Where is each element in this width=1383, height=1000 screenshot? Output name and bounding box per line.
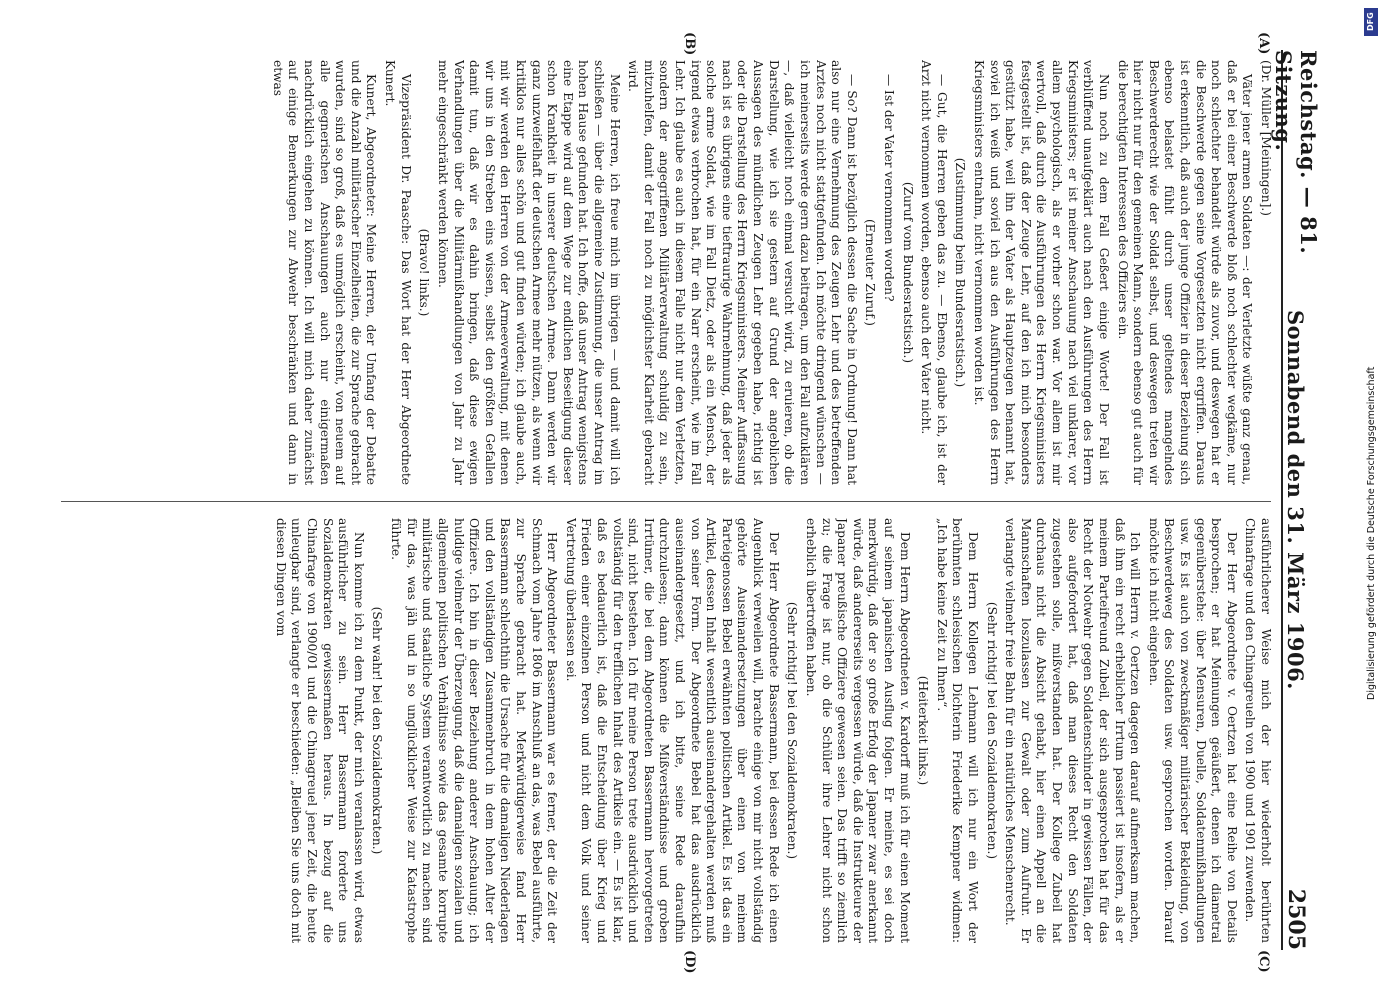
page-header — [1271, 50, 1321, 950]
rotated-page — [34, 30, 1321, 974]
paragraph: — Gut, die Herren geben das zu. — Ebenso, glaube ich, ist der Arzt nicht vernommen worden, ebenso auch der Vater nicht. — [919, 60, 949, 485]
paragraph: Der Herr Abgeordnete Bassermann, bei dessen Rede ich einen Augenblick verweilen will, brachte einige von mir nicht vollständig gehörte Auseinandersetzungen über einen von meinem Parteigenossen Bebel erwähnten politischen Artikel. Es ist das ein Artikel, dessen Inhalt wesentlich auseinandergehalten werden muß von seiner Form. Der Abgeordnete Bebel hat das ausdrücklich auseinandergesetzt, und ich bitte, seine Rede daraufhin durchzulesen; dann können die Mißverständnisse und groben Irrtümer, die bei dem Abgeordneten Bassermann hervorgetreten sind, nicht bestehen. Ich für meine Person trete ausdrücklich und vollständig für den trefflichen Inhalt des Artikels ein. — Es ist klar, daß es bedauerlich ist, daß die Entscheidung über Krieg und Frieden einer einzelnen Person und nicht dem Volk und seiner Vertretung überlassen sei. — [563, 518, 781, 943]
interjection: (Erneuter Zuruf.) — [863, 219, 878, 326]
interjection: (Bravo! links.) — [417, 228, 432, 317]
interjection: (Sehr wahr! bei den Sozialdemokraten.) — [370, 606, 385, 855]
paragraph: Kunert, Abgeordneter: Meine Herren, der Umfang der Debatte und die Anzahl militärischer Einzelheiten, die zur Sprache gebracht wurden, sind so groß, daß es unmöglich erscheint, von neuem auf alle gegnerischen Anschauungen auch nur einigermaßen nachdrücklich eingehen zu können. Ich will mich daher zunächst auf einige Bemerkungen zur Abwehr beschränken und dann in etwas — [270, 60, 379, 485]
paragraph: Dem Herrn Kollegen Lehmann will ich nur ein Wort der berühmten schlesischen Dichterin Friederike Kempner widmen: „Ich habe keine Zeit zu Ihnen“. — [934, 518, 981, 943]
dfg-logo: DFG — [1364, 8, 1378, 36]
header-date: Sonnabend den 31. März 1906. — [1283, 309, 1309, 690]
paragraph: Herr Abgeordneter Bassermann war es ferner, der die Zeit der Schmach vom Jahre 1806 im Anschluß an das, was Bebel ausführte, zur Sprache gebracht hat. Merkwürdigerweise fand Herr Bassermann schlechthin die Ursache für die damaligen Niederlagen und den vollständigen Zusammenbruch in dem hohen Alter der Offiziere. Ich bin in dieser Beziehung anderer Anschauung; ich huldige vielmehr der Überzeugung, daß die damaligen sozialen und allgemeinen politischen Verhältnisse sowie das gesamte korrupte militärische und staatliche System verantwortlich zu machen sind für das, was jäh und in so unglücklicher Weise zur Katastrophe führte. — [389, 518, 560, 943]
paragraph: Vizepräsident Dr. Paasche: Das Wort hat der Herr Abgeordnete Kunert. — [383, 60, 413, 485]
interjection: (Sehr richtig! bei den Sozialdemokraten.) — [785, 601, 800, 860]
interjection: (Zuruf vom Bundesratstisch.) — [900, 181, 915, 364]
interjection: (Heiterkeit links.) — [916, 675, 931, 786]
column-divider — [61, 501, 1271, 502]
margin-marker-d: (D) — [682, 950, 697, 974]
margin-marker-a: (A) — [1256, 32, 1271, 55]
paragraph: Nun komme ich zu dem Punkt, der mich veranlassen wird, etwas ausführlicher zu sein. Herr Bassermann forderte uns Sozialdemokraten gewissermaßen heraus. In bezug auf die Chinafrage von 1900/01 und die Chinagreuel jener Zeit, die heute unleugbar sind, verlangte er beschieden: „Bleiben Sie uns doch mit diesen Dingen vom — [273, 518, 366, 943]
interjection: (Zustimmung beim Bundesratstisch.) — [953, 157, 968, 388]
interjection: (Sehr richtig! bei den Sozialdemokraten.) — [984, 601, 999, 860]
paragraph: Nun noch zu dem Fall Geßert einige Worte! Der Fall ist verblüffend unaufgeklärt auch nach den Ausführungen des Herrn Kriegsministers; er ist meiner Anschauung nach viel unklarer, vor allem psychologisch, als er vorher schon war. Vor allem ist mir wertvoll, daß durch die Ausführungen des Herrn Kriegsministers festgestellt ist, daß der Zeuge Lehr, auf den ich mich besonders gestützt habe, weil ihn der Vater als Hauptzeugen benannt hat, soviel ich weiß und soviel ich aus den Ausführungen des Herrn Kriegsministers entnahm, nicht vernommen worden ist. — [972, 60, 1111, 485]
paragraph: ausführlicherer Weise mich der hier wiederholt berührten Chinafrage und den Chinagreueln von 1900 und 1901 zuwenden. — [1243, 518, 1273, 943]
paragraph: Ich will Herrn v. Oertzen dagegen darauf aufmerksam machen, daß ihm ein recht erheblicher Irrtum passiert ist insofern, als er meinem Parteifreund Zubeil, der sich ausgesprochen hat für das Recht der Notwehr gegen Soldatenschinder in gewissen Fällen, der also aufgefordert hat, daß man dieses Recht den Soldaten zugestehen solle, mißverstanden hat. Der Kollege Zubeil hat durchaus nicht die Absicht gehabt, hier einen Appell an die Mannschaften loszulassen zur Gewalt oder zum Aufruhr. Er verlangte vielmehr freie Bahn für ein natürliches Menschenrecht. — [1003, 518, 1143, 943]
page-number: 2505 — [1283, 888, 1309, 950]
paragraph: Meine Herren, ich freue mich im übrigen — und damit will ich schließen — über die allgemeine Zustimmung, die unser Antrag im hohen Hause gefunden hat. Ich hoffe, daß unser Antrag wenigstens eine Etappe wird auf dem Wege zur endlichen Beseitigung dieser schon Krankheit in unserer deutschen Armee. Dann werden wir ganz unzweifelhaft der deutschen Armee mehr nützen, als wenn wir kritiklos nur alles schön und gut finden würden; ich glaube auch, mit wir werden den Herren von der Armeeverwaltung, mit denen wir uns in den Streben eins wissen, selbst den größten Gefallen damit tun, daß wir es dahin bringen, daß diese ewigen Verhandlungen über die Militärmißhandlungen von Jahr zu Jahr mehr eingeschränkt werden können. — [435, 60, 622, 485]
paragraph: Dem Herrn Abgeordneten v. Kardorff muß ich für einen Moment auf seinem japanischen Ausflug folgen. Er meinte, es sei doch merkwürdig, daß der so große Erfolg der Japaner zwar anerkannt würde, daß andererseits vergessen würde, daß die Instrukteure der Japaner preußische Offiziere gewesen seien. Das trifft so ziemlich zu; die Frage ist nur, ob die Schüler ihre Lehrer nicht schon erheblich übertroffen haben. — [803, 518, 912, 943]
paragraph: — So? Dann ist bezüglich dessen die Sache in Ordnung! Dann hat also nur eine Vernehmung des Zeugen Lehr und des betreffenden Arztes noch nicht stattgefunden. Ich möchte dringend wünschen — ich meinerseits werde gern dazu beitragen, um den Fall aufzuklären —, daß vielleicht noch einmal versucht wird, zu eruieren, ob die Darstellung, wie ich sie gestern auf Grund der angeblichen Aussagen des mündlichen Zeugen Lehr gegeben habe, richtig ist oder die Darstellung des Herrn Kriegsministers. Meiner Auffassung nach ist es übrigens eine tieftraurige Wahrnehmung, daß jeder als solche arme Soldat, wie im Fall Dietz, oder als ein Mensch, der irgend etwas verbrochen hat, für ein Narr erscheint, wie im Fall Lehr. Ich glaube es auch in diesem Falle nicht nur dem Verletzten, sondern der angegriffenen Militärverwaltung schuldig zu sein, mitzuhelfen, damit der Fall noch zu möglichster Klarheit gebracht wird. — [626, 60, 859, 485]
paragraph: Der Herr Abgeordnete v. Oertzen hat eine Reihe von Details besprochen; er hat Meinungen geäußert, denen ich diametral gegenüberstehe: über Mensuren, Duelle, Soldatenmißhandlungen usw. Es ist auch von zweckmäßiger militärischer Bekleidung, von Beschwerdeweg des Soldaten usw. gesprochen worden. Darauf möchte ich nicht eingehen. — [1146, 518, 1239, 943]
right-column — [58, 518, 1273, 943]
margin-marker-b: (B) — [682, 32, 697, 56]
funding-credit: Digitalisierung gefördert durch die Deutsche Forschungsgemeinschaft — [1366, 366, 1377, 700]
left-column — [58, 60, 1273, 485]
header-title: Reichstag. — 81. Sitzung. — [1271, 50, 1321, 255]
paragraph: — Ist der Vater vernommen worden? — [881, 74, 896, 302]
paragraph: Väter jener armen Soldaten —: der Verletzte wüßte ganz genau, daß er bei einer Beschwerde bloß noch schlechter wegkäme, nur noch schlechter behandelt würde als zuvor, und deswegen hat er die Beschwerde gegen seine Vorgesetzten nicht ergriffen. Daraus ist erkenntlich, daß auch der junge Offizier in dieser Beziehung sich ebenso belastet fühlt durch unser geltendes mangelndes Beschwerderecht wie der Soldat selbst, und deswegen treten wir hier nicht nur für den gemeinen Mann, sondern ebenso gut auch für die berechtigten Interessen des Offiziers ein. — [1115, 60, 1255, 485]
margin-marker-c: (C) — [1256, 950, 1271, 973]
speaker-note: (Dr. Müller [Meiningen].) — [1259, 60, 1273, 216]
